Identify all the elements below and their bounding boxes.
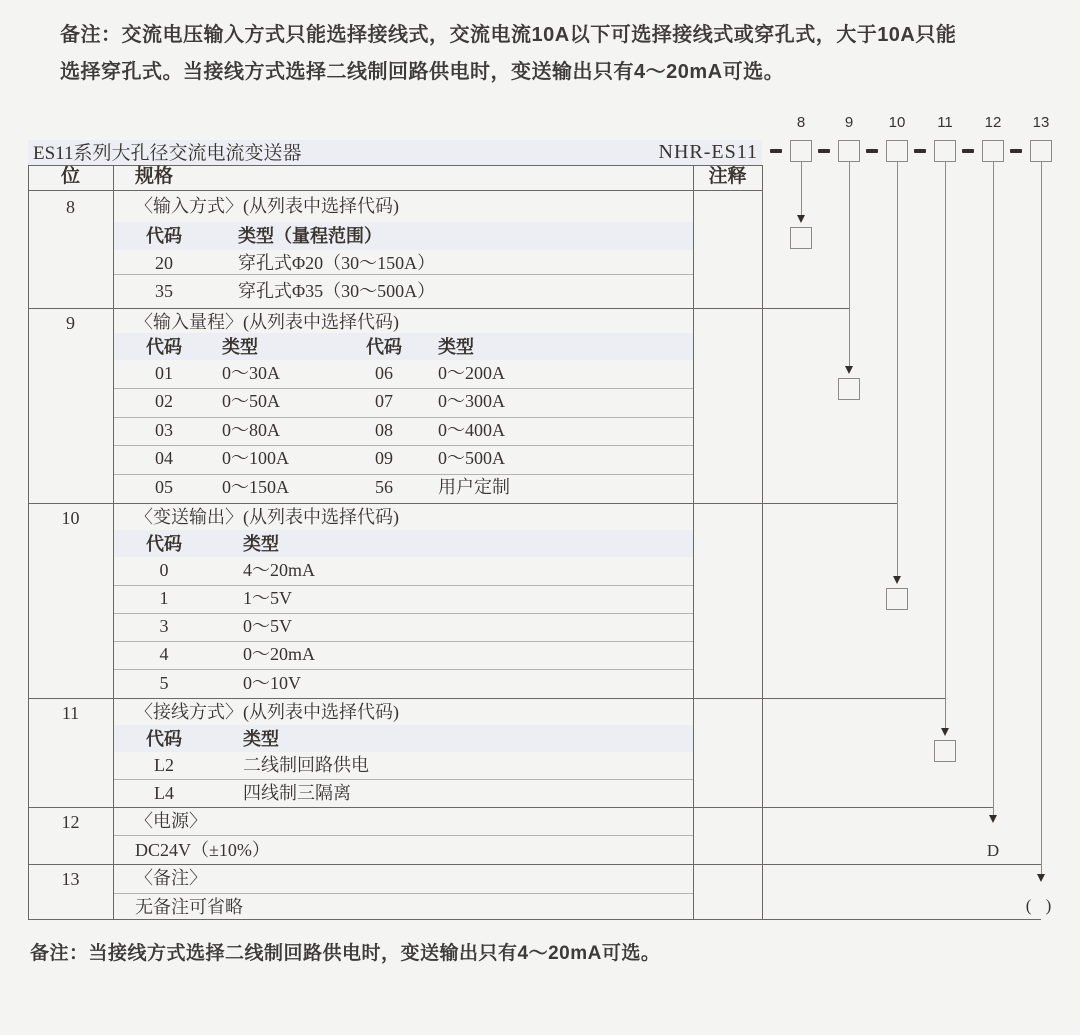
row9-item-code: 06 <box>375 363 393 383</box>
row12-13-border <box>28 864 1041 865</box>
row9-item-type: 0～400A <box>438 420 505 440</box>
row8-header-band <box>114 222 693 250</box>
code-dash <box>914 149 926 153</box>
target-box-8 <box>790 227 812 249</box>
row9-label: 〈输入量程〉(从列表中选择代码) <box>135 312 399 332</box>
pos-9: 9 <box>66 313 75 333</box>
arrow-down-icon <box>941 728 949 736</box>
diagram-digit-8: 8 <box>796 114 806 131</box>
table-divider-note <box>693 165 694 919</box>
row10-item-type: 0～20mA <box>243 644 315 664</box>
row10-col-code: 代码 <box>146 534 182 554</box>
row9-sep-3 <box>114 445 693 446</box>
drop-line-10 <box>897 162 898 576</box>
col-header-spec: 规格 <box>135 166 174 187</box>
table-border-left <box>28 165 29 919</box>
row9-item-type: 0～100A <box>222 448 289 468</box>
row9-item-code: 07 <box>375 391 393 411</box>
drop-line-13 <box>1041 162 1042 874</box>
row9-item-code: 03 <box>155 420 173 440</box>
row9-item-type: 0～50A <box>222 391 280 411</box>
row11-item-code: L2 <box>154 755 174 775</box>
arrow-down-icon <box>797 215 805 223</box>
target-box-9 <box>838 378 860 400</box>
row10-11-border <box>28 698 945 699</box>
pos-12: 12 <box>61 812 80 832</box>
row10-sep-2 <box>114 613 693 614</box>
row9-col-code1: 代码 <box>146 337 182 357</box>
row9-item-code: 56 <box>375 477 393 497</box>
row9-sep-2 <box>114 417 693 418</box>
arrow-down-icon <box>989 815 997 823</box>
row10-item-type: 1～5V <box>243 588 292 608</box>
code-box-11 <box>934 140 956 162</box>
code-dash <box>770 149 782 153</box>
table-border-bottom <box>28 919 1041 920</box>
code-dash <box>962 149 974 153</box>
row13-sep-1 <box>114 893 693 894</box>
row10-sep-4 <box>114 669 693 670</box>
col-header-pos: 位 <box>60 166 80 187</box>
bottom-note: 备注：当接线方式选择二线制回路供电时，变送输出只有4～20mA可选。 <box>30 943 661 964</box>
remark-placeholder: ( ) <box>1025 896 1057 915</box>
row9-item-type: 用户定制 <box>438 477 510 497</box>
row9-col-type1: 类型 <box>222 337 258 357</box>
diagram-digit-10: 10 <box>888 114 906 131</box>
row8-sep-1 <box>114 274 693 275</box>
row12-label: 〈电源〉 <box>135 811 207 831</box>
row9-sep-1 <box>114 388 693 389</box>
row9-item-type: 0～300A <box>438 391 505 411</box>
table-border-right <box>762 165 763 919</box>
code-box-8 <box>790 140 812 162</box>
model-number: NHR-ES11 <box>658 141 758 163</box>
row10-item-type: 0～5V <box>243 616 292 636</box>
row8-9-border <box>28 308 849 309</box>
row10-item-type: 4～20mA <box>243 560 315 580</box>
row10-item-code: 1 <box>159 588 169 608</box>
row11-label: 〈接线方式〉(从列表中选择代码) <box>135 702 399 722</box>
row11-item-type: 二线制回路供电 <box>243 755 369 775</box>
row11-col-type: 类型 <box>243 729 279 749</box>
row12-sep-1 <box>114 835 693 836</box>
row10-item-code: 5 <box>159 673 169 693</box>
row10-sep-3 <box>114 641 693 642</box>
row8-item-type: 穿孔式Φ20（30～150A） <box>238 253 436 273</box>
top-note-line1: 备注：交流电压输入方式只能选择接线式，交流电流10A以下可选择接线式或穿孔式，大于10A只能 <box>60 24 957 46</box>
code-box-9 <box>838 140 860 162</box>
pos-8: 8 <box>66 197 75 217</box>
diagram-digit-9: 9 <box>844 114 854 131</box>
arrow-down-icon <box>893 576 901 584</box>
pos-10: 10 <box>61 508 80 528</box>
row10-item-code: 4 <box>159 644 169 664</box>
row9-item-code: 04 <box>155 448 173 468</box>
row8-col-code: 代码 <box>146 226 182 246</box>
row8-label: 〈输入方式〉(从列表中选择代码) <box>135 196 399 216</box>
code-dash <box>818 149 830 153</box>
row9-item-code: 09 <box>375 448 393 468</box>
row9-item-code: 05 <box>155 477 173 497</box>
table-title: ES11系列大孔径交流电流变送器 <box>33 143 302 164</box>
row8-item-code: 20 <box>155 253 173 273</box>
row13-label: 〈备注〉 <box>135 868 207 888</box>
drop-line-9 <box>849 162 850 366</box>
diagram-digit-11: 11 <box>937 114 953 131</box>
top-note-line2: 选择穿孔式。当接线方式选择二线制回路供电时，变送输出只有4～20mA可选。 <box>60 61 785 83</box>
row8-item-type: 穿孔式Φ35（30～500A） <box>238 281 436 301</box>
arrow-down-icon <box>845 366 853 374</box>
code-dash <box>1010 149 1022 153</box>
drop-line-12 <box>993 162 994 815</box>
col-header-note: 注释 <box>708 166 747 187</box>
target-box-10 <box>886 588 908 610</box>
table-divider-pos <box>113 165 114 919</box>
pos-11: 11 <box>61 703 80 723</box>
row11-item-type: 四线制三隔离 <box>243 783 351 803</box>
row11-col-code: 代码 <box>146 729 182 749</box>
row10-item-code: 0 <box>159 560 169 580</box>
arrow-down-icon <box>1037 874 1045 882</box>
row10-item-type: 0～10V <box>243 673 301 693</box>
row9-10-border <box>28 503 897 504</box>
row8-col-type: 类型（量程范围） <box>238 226 382 246</box>
drop-line-8 <box>801 162 802 215</box>
header-bottom-border <box>28 190 762 191</box>
diagram-digit-13: 13 <box>1032 114 1050 131</box>
row9-item-code: 01 <box>155 363 173 383</box>
row11-item-code: L4 <box>154 783 174 803</box>
code-box-12 <box>982 140 1004 162</box>
row9-item-type: 0～500A <box>438 448 505 468</box>
pos-13: 13 <box>61 869 80 889</box>
row9-sep-4 <box>114 474 693 475</box>
row11-sep-1 <box>114 779 693 780</box>
row9-item-code: 02 <box>155 391 173 411</box>
code-dash <box>866 149 878 153</box>
row10-label: 〈变送输出〉(从列表中选择代码) <box>135 507 399 527</box>
row9-item-type: 0～30A <box>222 363 280 383</box>
row9-item-code: 08 <box>375 420 393 440</box>
row11-header-band <box>114 725 693 752</box>
row9-col-code2: 代码 <box>366 337 402 357</box>
row9-col-type2: 类型 <box>438 337 474 357</box>
row10-col-type: 类型 <box>243 534 279 554</box>
target-box-11 <box>934 740 956 762</box>
drop-line-11 <box>945 162 946 728</box>
row8-item-code: 35 <box>155 281 173 301</box>
row9-item-type: 0～150A <box>222 477 289 497</box>
code-box-13 <box>1030 140 1052 162</box>
row10-sep-1 <box>114 585 693 586</box>
code-box-10 <box>886 140 908 162</box>
row10-item-code: 3 <box>159 616 169 636</box>
row13-value: 无备注可省略 <box>135 897 243 917</box>
power-code-letter: D <box>986 841 1000 860</box>
row12-value: DC24V（±10%） <box>135 840 270 860</box>
diagram-digit-12: 12 <box>984 114 1002 131</box>
row10-header-band <box>114 530 693 557</box>
row11-12-border <box>28 807 993 808</box>
row9-item-type: 0～80A <box>222 420 280 440</box>
row9-item-type: 0～200A <box>438 363 505 383</box>
